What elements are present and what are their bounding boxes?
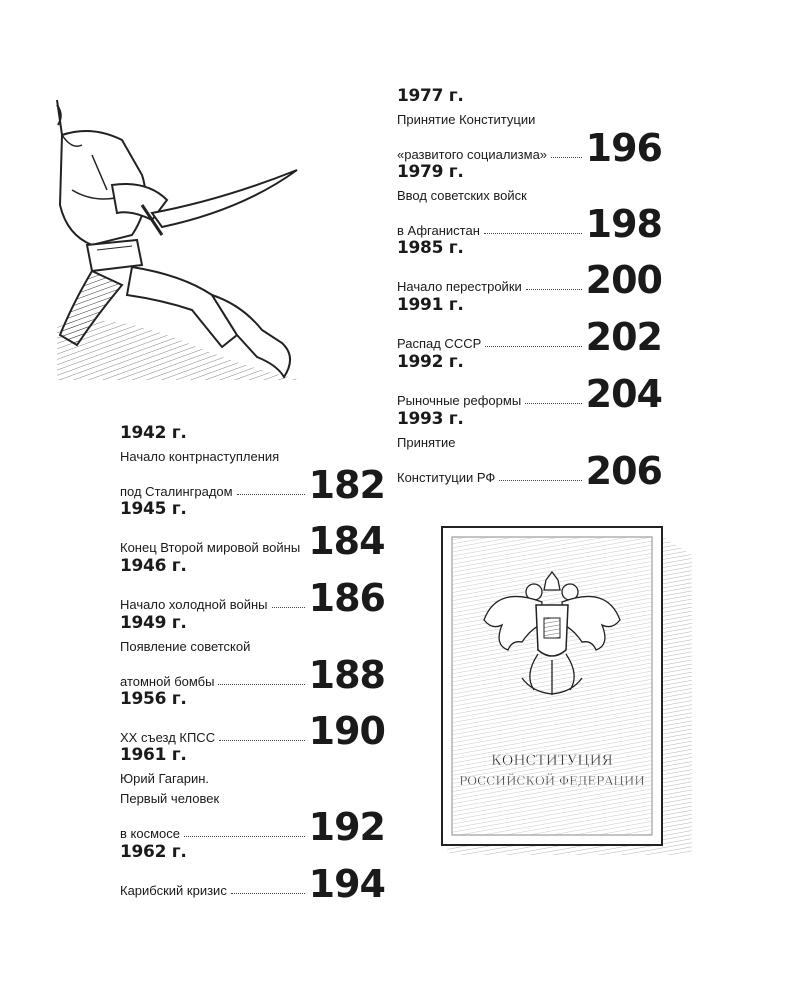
- entry-text-line: Начало холодной войны: [120, 597, 268, 612]
- entry-text-line: Рыночные реформы: [397, 393, 522, 408]
- dot-leader: [184, 836, 305, 837]
- toc-entry[interactable]: [120, 842, 385, 906]
- entry-text-line: Карибский кризис: [120, 883, 227, 898]
- toc-entry[interactable]: [397, 295, 662, 359]
- entry-year: 1993 г.: [397, 409, 464, 429]
- entry-text-line: Начало перестройки: [397, 279, 522, 294]
- dot-leader: [237, 494, 305, 495]
- entry-text-line: в космосе: [120, 826, 180, 841]
- page-number: 202: [585, 315, 662, 359]
- entry-text-line: Появление советской: [120, 639, 251, 654]
- dot-leader: [551, 157, 582, 158]
- entry-year: 1979 г.: [397, 162, 464, 182]
- entry-year: 1945 г.: [120, 499, 187, 519]
- dot-leader: [218, 684, 304, 685]
- soldier-with-saber-illustration: [52, 95, 312, 385]
- toc-entry[interactable]: [120, 499, 385, 563]
- toc-entry[interactable]: [397, 409, 662, 493]
- entry-text-line: Конец Второй мировой войны: [120, 540, 301, 555]
- dot-leader: [272, 607, 305, 608]
- dot-leader: [525, 403, 581, 404]
- entry-text-line: Первый человек: [120, 791, 220, 806]
- entry-year: 1962 г.: [120, 842, 187, 862]
- toc-entry[interactable]: [120, 423, 385, 507]
- entry-text-line: Начало контрнаступления: [120, 449, 280, 464]
- toc-entry[interactable]: [120, 613, 385, 697]
- entry-year: 1942 г.: [120, 423, 187, 443]
- page-number: 182: [308, 463, 385, 507]
- entry-text-line: «развитого социализма»: [397, 147, 548, 162]
- entry-year: 1949 г.: [120, 613, 187, 633]
- dot-leader: [231, 893, 305, 894]
- page-number: 190: [308, 709, 385, 753]
- page-number: 192: [308, 805, 385, 849]
- entry-year: 1991 г.: [397, 295, 464, 315]
- book-title-line-2: РОССИЙСКОЙ ФЕДЕРАЦИИ: [459, 774, 645, 788]
- page-number: 204: [585, 372, 662, 416]
- toc-entry[interactable]: [120, 745, 385, 849]
- entry-text-line: XX съезд КПСС: [120, 730, 216, 745]
- dot-leader: [526, 289, 582, 290]
- toc-entry[interactable]: [120, 689, 385, 753]
- toc-entry[interactable]: [397, 352, 662, 416]
- entry-year: 1946 г.: [120, 556, 187, 576]
- entry-text-line: Принятие Конституции: [397, 112, 536, 127]
- entry-text-line: в Афганистан: [397, 223, 480, 238]
- constitution-book-illustration: [430, 515, 700, 860]
- page-number: 186: [308, 576, 385, 620]
- toc-entry[interactable]: [397, 162, 662, 246]
- entry-year: 1977 г.: [397, 86, 464, 106]
- dot-leader: [219, 740, 305, 741]
- book-title-line-1: КОНСТИТУЦИЯ: [491, 753, 613, 769]
- entry-year: 1992 г.: [397, 352, 464, 372]
- entry-year: 1985 г.: [397, 238, 464, 258]
- dot-leader: [484, 233, 582, 234]
- toc-entry[interactable]: [397, 86, 662, 170]
- dot-leader: [499, 480, 581, 481]
- page-number: 206: [585, 449, 662, 493]
- page-number: 200: [585, 258, 662, 302]
- dot-leader: [485, 346, 581, 347]
- entry-text-line: Распад СССР: [397, 336, 482, 351]
- entry-text-line: атомной бомбы: [120, 674, 215, 689]
- entry-year: 1956 г.: [120, 689, 187, 709]
- entry-text-line: Принятие: [397, 435, 456, 450]
- toc-entry[interactable]: [397, 238, 662, 302]
- page-number: 196: [585, 126, 662, 170]
- entry-text-line: под Сталинградом: [120, 484, 233, 499]
- page-number: 194: [308, 862, 385, 906]
- toc-entry[interactable]: [120, 556, 385, 620]
- page-number: 184: [308, 519, 385, 563]
- entry-text-line: Ввод советских войск: [397, 188, 527, 203]
- page-number: 198: [585, 202, 662, 246]
- page-number: 188: [308, 653, 385, 697]
- entry-text-line: Юрий Гагарин.: [120, 771, 210, 786]
- entry-year: 1961 г.: [120, 745, 187, 765]
- entry-text-line: Конституции РФ: [397, 470, 496, 485]
